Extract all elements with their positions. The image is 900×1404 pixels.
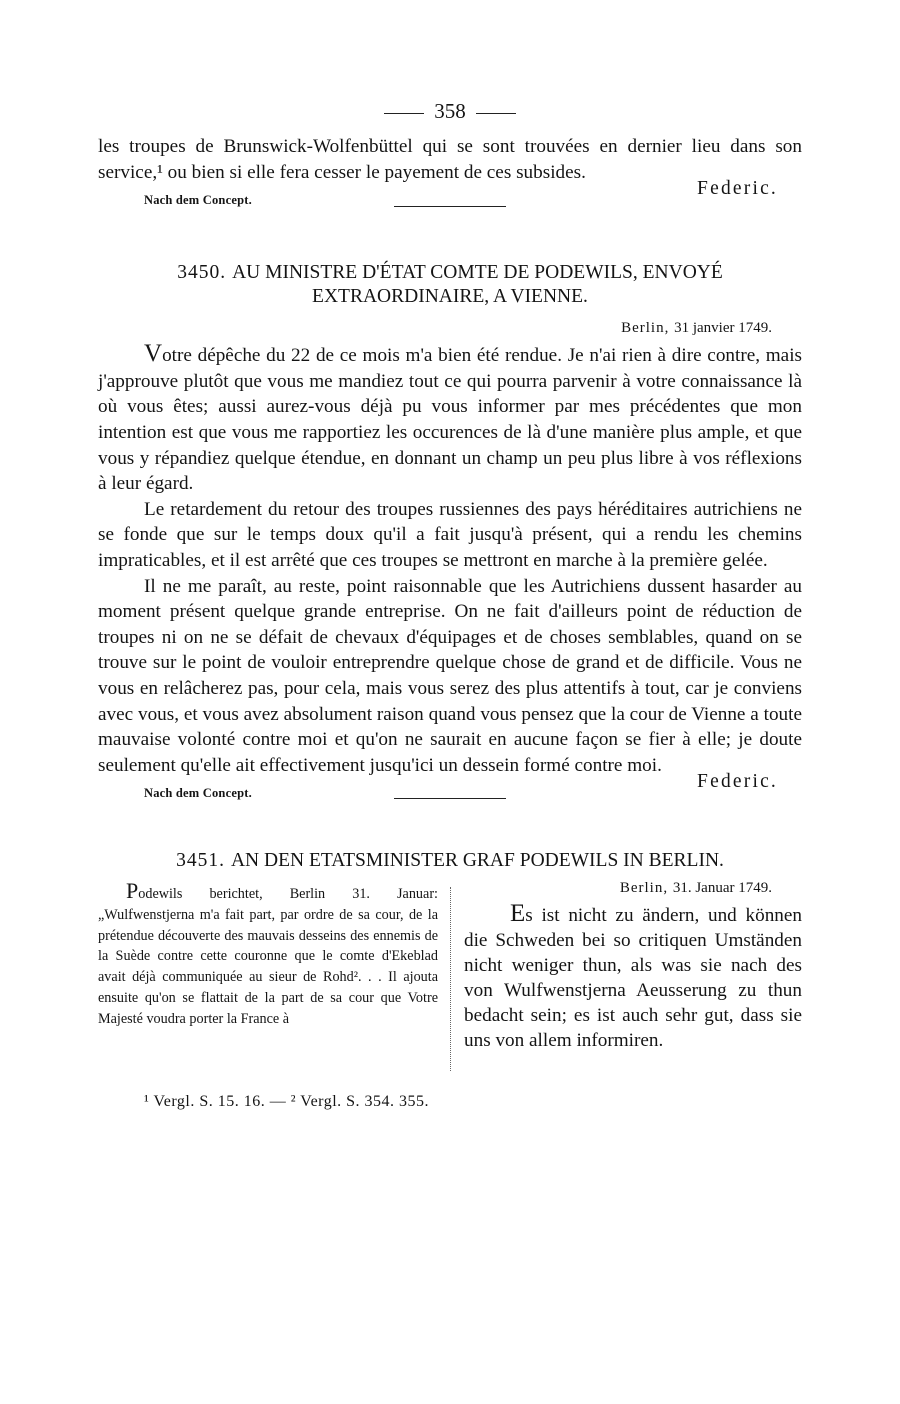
- letter-3450-dateline: [98, 315, 772, 341]
- letter-3450-source: Nach dem Concept.: [144, 786, 252, 801]
- letter-3451-dateline: [464, 875, 772, 901]
- carryover-source: Nach dem Concept.: [144, 193, 252, 208]
- letter-3450-paragraph-2: Le retardement du retour des troupes russiennes des pays héréditaires autrichiens ne se fonde que sur le temps doux qu'il a fait jusqu'à présent, qui a rendu les chemins impraticables, et il est arrêté que ces troupes se mettront en marche à la première gelée.: [98, 498, 802, 571]
- letter-3451-date: 31. Januar 1749.: [672, 880, 772, 897]
- letter-3450-place: Berlin,: [621, 320, 670, 337]
- letter-3451-reply-paragraph: [464, 901, 802, 1053]
- letter-3450-date: 31 janvier 1749.: [674, 320, 772, 337]
- letter-3450-initial: V: [144, 340, 163, 368]
- letter-3451-number: 3451.: [176, 850, 225, 872]
- letter-3450-heading: [98, 261, 802, 309]
- letter-3450-heading-line2: EXTRAORDINAIRE, A VIENNE.: [312, 286, 588, 308]
- letter-3451-place: Berlin,: [619, 880, 669, 897]
- letter-3451-report-text: odewils berichtet, Berlin 31. Januar: „Wulfwenstjerna m'a fait part, par ordre de sa cour, de la prétendue découverte des mauvais desseins des ennemis de la Suède contre cette couronne que le comte d'Ekeblad avait déjà communiquée au sieur de Rohd². . . Il ajouta ensuite qu'on se flattait de la part de sa cour que Votre Majesté voudra porter la France à: [98, 886, 438, 1027]
- letter-3451-heading: [98, 849, 802, 873]
- document-page: [98, 96, 802, 1111]
- page-number: [98, 96, 802, 126]
- letter-3451-columns: [98, 878, 802, 1081]
- letter-3450-heading-line1: AU MINISTRE D'ÉTAT COMTE DE PODEWILS, ENVOYÉ: [232, 262, 723, 284]
- column-divider: [450, 887, 451, 1071]
- letter-3451-reply-text: s ist nicht zu ändern, und können die Schweden bei so critiquen Umständen nicht weniger thun, als was sie nach des von Wulfwenstjerna Aeusserung zu thun bedacht sein; es ist auch sehr gut, dass sie uns von allem informiren.: [464, 905, 802, 1052]
- carryover-signature: Federic.: [697, 178, 778, 200]
- letter-3451-heading-text: AN DEN ETATSMINISTER GRAF PODEWILS IN BERLIN.: [230, 850, 724, 872]
- page-number-dash-right: [476, 113, 516, 114]
- letter-3451-reply: [464, 881, 802, 1053]
- letter-3451-report-initial: P: [126, 878, 139, 904]
- letter-3450-paragraph-1-text: otre dépêche du 22 de ce mois m'a bien été rendue. Je n'ai rien à dire contre, mais j'approuve plutôt que vous me mandiez tout ce qui pourra parvenir à votre connaissance là où vous êtes; aussi aurez-vous déjà pu vous informer par mes précédentes que mon intention est que vous me rapportiez les occurences de là d'une manière plus ample, et que vous y répandiez quelque étendue, en donnant un champ un peu plus libre à vos réflexions à leur égard.: [98, 345, 802, 495]
- page-number-text: 358: [434, 99, 466, 123]
- letter-3450-signature: Federic.: [697, 771, 778, 793]
- letter-3450-signature-row: [98, 771, 802, 804]
- letter-3450-paragraph-3: Il ne me paraît, au reste, point raisonnable que les Autrichiens dussent hasarder au moment présent quelque grande entreprise. On ne fait d'ailleurs point de réduction de troupes ni on ne se défait de chevaux d'équipages et de choses semblables, quand on se trouve sur le point de vouloir entreprendre quelque chose de grand et de difficile. Vous ne vous en relâcherez pas, pour cela, mais vous serez des plus attentifs à tout, car je conviens avec vous, et vous avez absolument raison quand vous pensez que la cour de Vienne a toute mauvaise volonté contre moi et qu'on ne saurait en aucune façon se fier à elle; je doute seulement qu'elle ait effectivement jusqu'ici un dessein formé contre moi.: [98, 575, 802, 776]
- letter-3451-report: [98, 878, 438, 1029]
- carryover-signature-row: [98, 178, 802, 211]
- letter-3451-reply-initial: E: [510, 900, 526, 928]
- carryover-paragraph: les troupes de Brunswick-Wolfenbüttel qui se sont trouvées en dernier lieu dans son service,¹ ou bien si elle fera cesser le payement de ces subsides.: [98, 136, 802, 183]
- footnotes: ¹ Vergl. S. 15. 16. — ² Vergl. S. 354. 355.: [144, 1093, 430, 1111]
- page-number-dash-left: [384, 113, 424, 114]
- letter-3450-paragraph-1: [98, 341, 802, 497]
- letter-3450-number: 3450.: [177, 262, 227, 284]
